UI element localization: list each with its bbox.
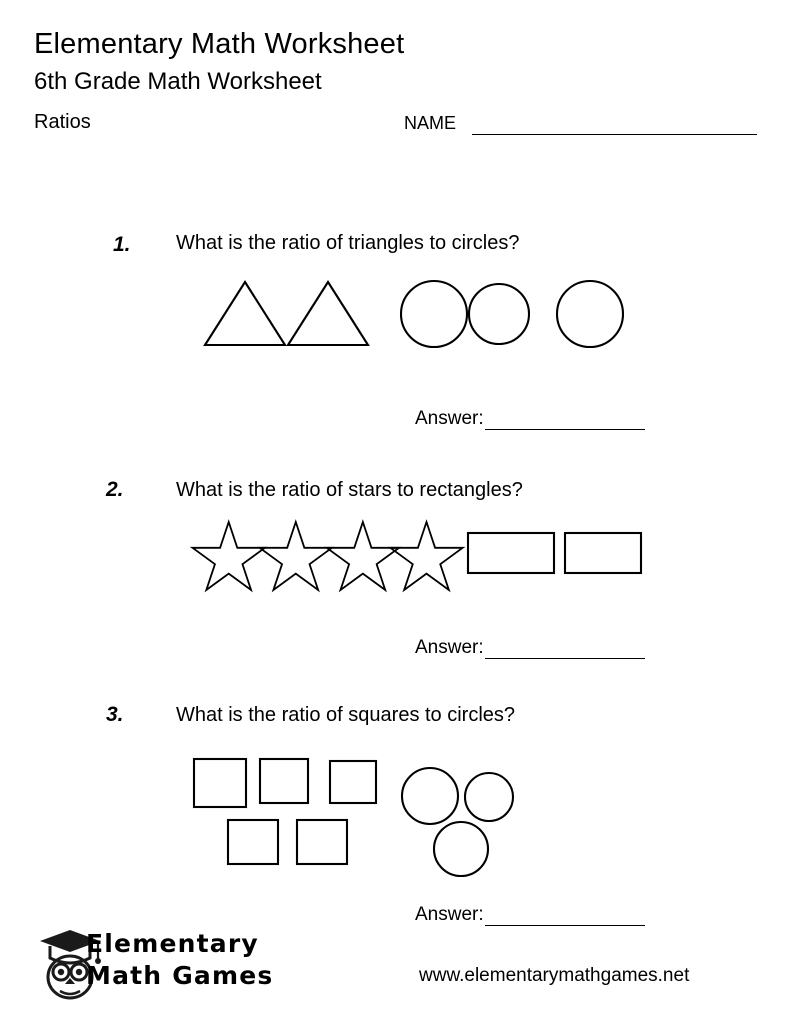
circle-shape — [465, 773, 513, 821]
triangle-shape — [205, 282, 285, 345]
answer-input-line[interactable] — [485, 909, 645, 926]
logo-line-1: Elementary — [86, 929, 259, 958]
triangle-shape — [288, 282, 368, 345]
circle-shape — [557, 281, 623, 347]
square-shape — [330, 761, 376, 803]
problem-3-answer — [415, 904, 645, 926]
site-url: www.elementarymathgames.net — [419, 965, 690, 986]
problem-3-number: 3. — [106, 703, 124, 726]
problem-1-answer — [415, 408, 645, 430]
square-shape — [260, 759, 308, 803]
answer-label: Answer: — [415, 637, 484, 658]
page-title: Elementary Math Worksheet — [34, 28, 405, 60]
logo-line-2: Math Games — [86, 961, 274, 990]
square-shape — [228, 820, 278, 864]
star-shape — [327, 522, 399, 590]
problem-2-question: What is the ratio of stars to rectangles? — [176, 479, 523, 501]
problem-2-shapes — [190, 516, 645, 586]
square-shape — [194, 759, 246, 807]
problem-3-shapes — [190, 752, 530, 887]
answer-input-line[interactable] — [485, 413, 645, 430]
problem-2-number: 2. — [106, 478, 124, 501]
problem-2-answer — [415, 637, 645, 659]
name-label: NAME — [404, 113, 457, 133]
answer-label: Answer: — [415, 408, 484, 429]
answer-input-line[interactable] — [485, 642, 645, 659]
circle-shape — [469, 284, 529, 344]
circle-shape — [434, 822, 488, 876]
answer-label: Answer: — [415, 904, 484, 925]
star-shape — [390, 522, 462, 590]
name-input-line[interactable] — [472, 134, 757, 135]
problem-1-question: What is the ratio of triangles to circles? — [176, 232, 520, 254]
star-shape — [193, 522, 265, 590]
square-shape — [297, 820, 347, 864]
page-subtitle: 6th Grade Math Worksheet — [34, 68, 322, 95]
worksheet-topic: Ratios — [34, 111, 91, 133]
problem-1-number: 1. — [113, 233, 131, 256]
problem-3-question: What is the ratio of squares to circles? — [176, 704, 516, 726]
star-shape — [260, 522, 332, 590]
circle-shape — [402, 768, 458, 824]
circle-shape — [401, 281, 467, 347]
rectangle-shape — [565, 533, 641, 573]
problem-1-shapes — [200, 277, 635, 352]
rectangle-shape — [468, 533, 554, 573]
